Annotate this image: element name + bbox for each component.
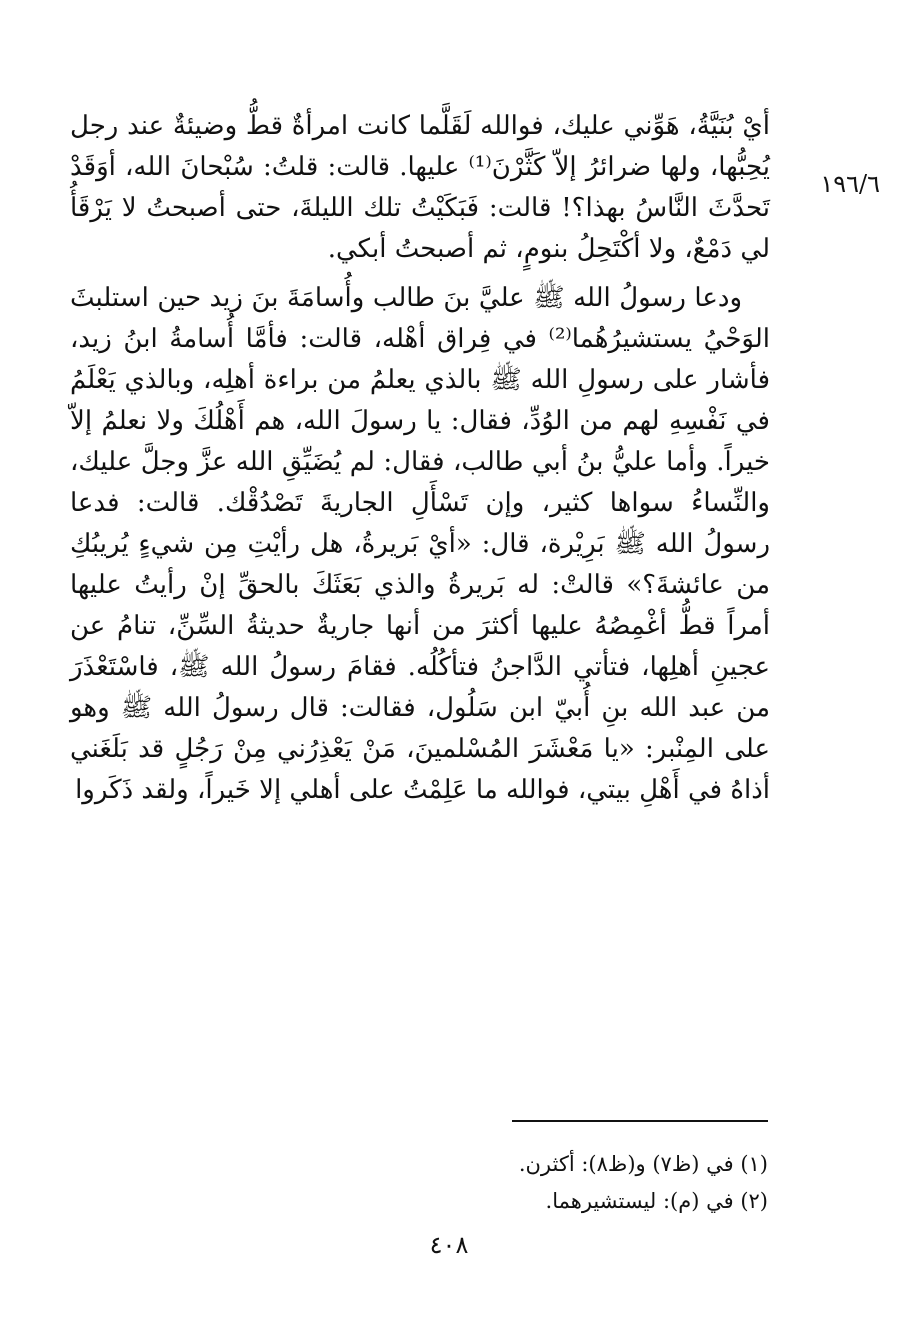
page-number: ٤٠٨ xyxy=(429,1231,469,1259)
footnote-1: (١) في (ظ٧) و(ظ٨): أكثرن. xyxy=(518,1152,768,1176)
paragraph-1: أيْ بُنَيَّةُ، هَوِّني عليك، فوالله لَقَلَّما كانت امرأةٌ قطُّ وضيئةٌ عند رجل يُحِبُّها، ولها ضرائرُ إلاّ كَثَّرْنَ⁽¹⁾ عليها. قالت: قلتُ: سُبْحانَ الله، أوَقَدْ تَحدَّثَ النَّاسُ بهذا؟! قالت: فَبَكَيْتُ تلك الليلةَ، حتى أصبحتُ لا يَرْقَأُ لي دَمْعٌ، ولا أكْتَحِلُ بنومٍ، ثم أصبحتُ أبكي. xyxy=(70,111,770,264)
main-text xyxy=(70,106,770,811)
margin-reference: ١٩٦/٦ xyxy=(820,170,880,198)
footnotes xyxy=(360,1146,768,1220)
footnote-divider xyxy=(512,1120,768,1122)
footnote-2: (٢) في (م): ليستشيرهما. xyxy=(545,1189,768,1213)
paragraph-2: ودعا رسولُ الله ﷺ عليَّ بنَ طالب وأُسامَةَ بنَ زيد حين استلبثَ الوَحْيُ يستشيرُهُما⁽²⁾ في فِراق أهْله، قالت: فأمَّا أُسامةُ ابنُ زيد، فأشار على رسولِ الله ﷺ بالذي يعلمُ من براءة أهلِه، وبالذي يَعْلَمُ في نَفْسِهِ لهم من الوُدِّ، فقال: يا رسولَ الله، هم أَهْلُكَ ولا نعلمُ إلاّ خيراً. وأما عليُّ بنُ أبي طالب، فقال: لم يُضَيِّقِ الله عزَّ وجلَّ عليك، والنِّساءُ سواها كثير، وإن تَسْأَلِ الجاريةَ تَصْدُقْك. قالت: فدعا رسولُ الله ﷺ بَرِيْرة، قال: «أيْ بَريرةُ، هل رأيْتِ مِن شيءٍ يُريبُكِ من عائشةَ؟» قالتْ: له بَريرةُ والذي بَعَثَكَ بالحقِّ إنْ رأيتُ عليها أمراً قطُّ أغْمِصُهُ عليها أكثرَ من أنها جاريةٌ حديثةُ السِّنِّ، تنامُ عن عجينِ أهلِها، فتأتي الدَّاجنُ فتأكُلُه. فقامَ رسولُ الله ﷺ، فاسْتَعْذَرَ من عبد الله بنِ أُبيّ ابن سَلُول، فقالت: قال رسولُ الله ﷺ وهو على المِنْبر: «يا مَعْشَرَ المُسْلمينَ، مَنْ يَعْذِرُني مِنْ رَجُلٍ قد بَلَغَني أذاهُ في أَهْلِ بيتي، فوالله ما عَلِمْتُ على أهلي إلا خَيراً، ولقد ذَكَروا xyxy=(70,283,771,805)
